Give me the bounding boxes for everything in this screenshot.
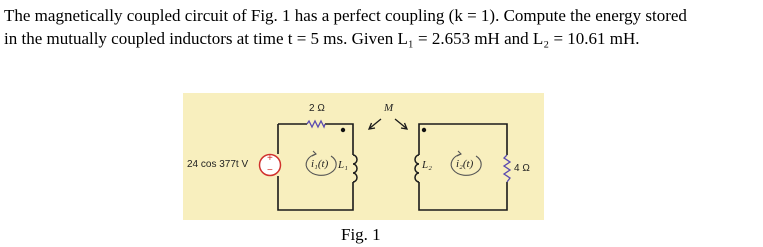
problem-line-2: in the mutually coupled inductors at time t = 5 ms. Given L₁ = 2.653 mH and L₂ = 10.61 mH. (4, 29, 640, 48)
inductor1-label: L₁ (338, 159, 348, 171)
problem-statement (4, 4, 760, 50)
dot-l2 (422, 128, 426, 132)
inductor2-label: L₂ (422, 159, 432, 171)
current1-label: i₁(t) (311, 158, 329, 170)
mutual-inductance-label: M (384, 102, 394, 114)
problem-line-1: The magnetically coupled circuit of Fig. 1 has a perfect coupling (k = 1). Compute the energy stored (4, 6, 687, 25)
resistor-2-ohm (307, 121, 325, 127)
current2-label: i₂(t) (456, 158, 474, 170)
inductor-l2-coil (415, 155, 419, 182)
resistor1-label: 2 Ω (309, 103, 325, 114)
source-minus-sign: − (267, 165, 273, 176)
current-loop-i2-head (457, 151, 461, 156)
source-plus-sign: + (267, 153, 273, 164)
resistor-4-ohm (504, 155, 510, 182)
mutual-arrows (369, 119, 407, 129)
resistor2-label: 4 Ω (514, 163, 530, 174)
source-label: 24 cos 377t V (187, 159, 249, 170)
figure-caption: Fig. 1 (341, 225, 381, 244)
inductor-l1-coil (353, 155, 357, 182)
current-loop-i1-head (312, 151, 316, 156)
circuit-figure (183, 93, 544, 220)
dot-l1 (341, 128, 345, 132)
circuit-diagram (183, 93, 544, 220)
